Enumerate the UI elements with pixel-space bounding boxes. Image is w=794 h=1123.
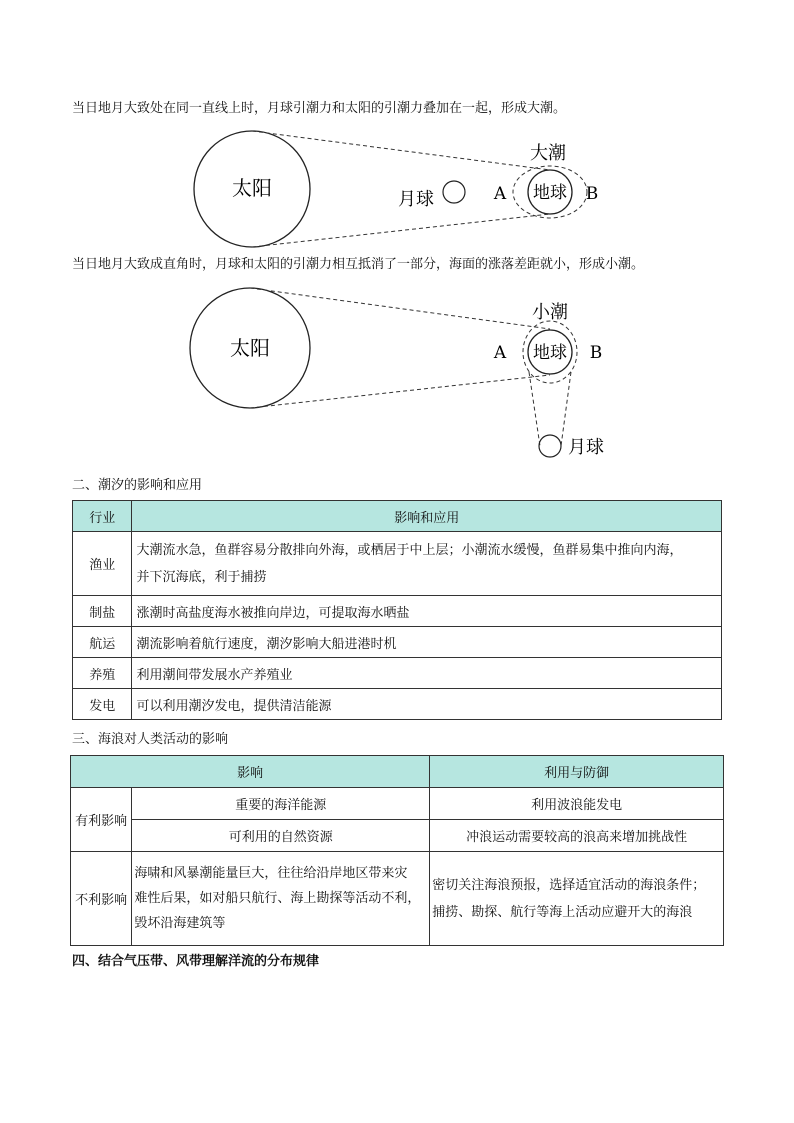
moon-circle [443,181,465,203]
earth-label: 地球 [533,343,567,363]
neap-tide-diagram [180,284,620,466]
table-row [73,596,722,627]
col-header-impact: 影响 [71,756,430,788]
table-row [73,627,722,658]
use-line: 密切关注海浪预报，选择适宜活动的海浪条件； [432,877,706,893]
table-row [71,852,724,946]
tangent-line-bottom [252,214,550,247]
industry-cell: 制盐 [73,596,132,627]
impact-cell: 可利用的自然资源 [132,820,430,852]
tangent-line-bottom [250,375,550,408]
tide-impact-table [72,500,722,720]
impact-cell: 重要的海洋能源 [132,788,430,820]
col-header-use: 利用与防御 [430,756,724,788]
industry-cell: 航运 [73,627,132,658]
impact-cell: 潮流影响着航行速度，潮汐影响大船进港时机 [132,627,722,658]
label-b: B [585,184,599,204]
wave-impact-table [70,755,724,946]
label-b: B [589,343,603,363]
label-a: A [493,343,507,363]
impact-cell [132,532,722,596]
unfavorable-label: 不利影响 [71,852,132,946]
moon-line-right [561,372,571,446]
use-cell: 冲浪运动需要较高的浪高来增加挑战性 [430,820,724,852]
use-cell [430,852,724,946]
sun-label: 太阳 [230,336,270,360]
impact-line: 毁坏沿海建筑等 [134,916,226,931]
favorable-label: 有利影响 [71,788,132,852]
moon-circle [539,435,561,457]
industry-cell: 发电 [73,689,132,720]
section-3-heading: 三、海浪对人类活动的影响 [72,732,229,747]
impact-line: 大潮流水急，鱼群容易分散排向外海，或栖居于中上层；小潮流水缓慢，鱼群易集中推向内海， [136,542,683,558]
use-line: 捕捞、勘探、航行等海上活动应避开大的海浪 [432,904,693,920]
tide-title: 小潮 [532,302,568,323]
col-header-industry: 行业 [73,501,132,532]
spring-tide-caption: 当日地月大致处在同一直线上时，月球引潮力和太阳的引潮力叠加在一起，形成大潮。 [72,101,567,116]
table-row [73,658,722,689]
impact-line: 难性后果，如对船只航行、海上勘探等活动不利， [134,891,421,906]
neap-tide-caption: 当日地月大致成直角时，月球和太阳的引潮力相互抵消了一部分，海面的涨落差距就小，形成小潮。 [72,257,645,272]
industry-cell: 渔业 [73,532,132,596]
section-2-heading: 二、潮汐的影响和应用 [72,478,203,493]
impact-line: 并下沉海底，利于捕捞 [136,569,267,585]
moon-label: 月球 [568,437,604,458]
label-a: A [493,184,507,204]
col-header-impact: 影响和应用 [132,501,722,532]
impact-line: 海啸和风暴潮能量巨大，往往给沿岸地区带来灾 [134,866,408,881]
moon-label: 月球 [398,189,434,210]
tangent-line-top [252,131,550,170]
section-4-heading: 四、结合气压带、风带理解洋流的分布规律 [72,954,320,969]
tide-title: 大潮 [530,143,566,164]
table-row [71,788,724,820]
impact-cell: 利用潮间带发展水产养殖业 [132,658,722,689]
impact-cell: 涨潮时高盐度海水被推向岸边，可提取海水晒盐 [132,596,722,627]
industry-cell: 养殖 [73,658,132,689]
table-row [71,820,724,852]
spring-tide-diagram [180,122,620,256]
earth-label: 地球 [533,183,567,203]
use-cell: 利用波浪能发电 [430,788,724,820]
table-row [73,532,722,596]
table-row [73,689,722,720]
moon-line-left [529,372,540,446]
sun-label: 太阳 [232,176,272,200]
impact-cell: 可以利用潮汐发电，提供清洁能源 [132,689,722,720]
impact-cell [132,852,430,946]
